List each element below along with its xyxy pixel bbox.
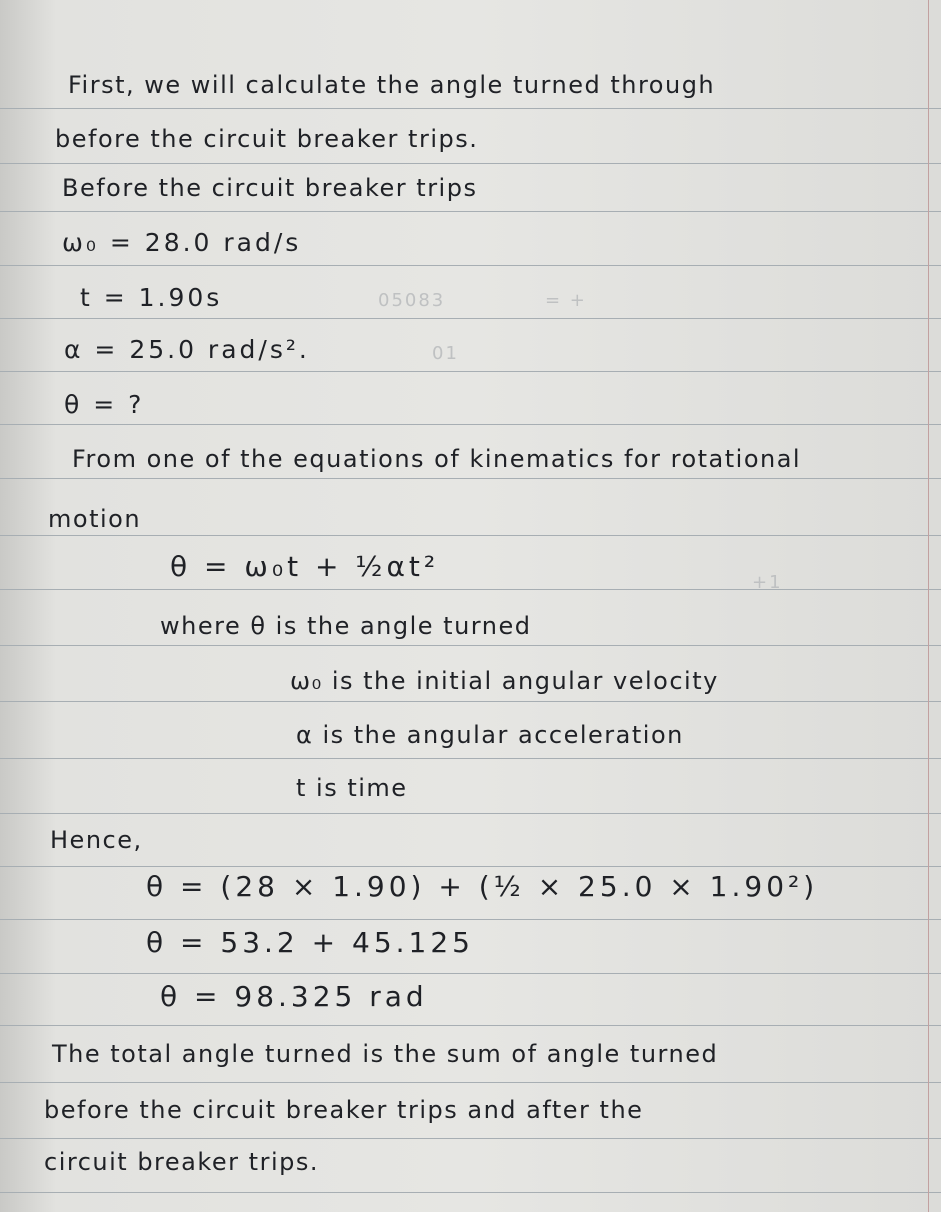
conclusion-line-3: circuit breaker trips.	[44, 1148, 319, 1176]
rule-line	[0, 1192, 941, 1193]
rule-line	[0, 535, 941, 536]
rule-line	[0, 919, 941, 920]
rule-line	[0, 211, 941, 212]
given-heading: Before the circuit breaker trips	[62, 174, 478, 202]
given-alpha: α = 25.0 rad/s².	[64, 335, 310, 364]
rule-line	[0, 589, 941, 590]
method-line-2: motion	[48, 505, 142, 533]
conclusion-line-2: before the circuit breaker trips and after the	[44, 1096, 644, 1124]
rule-line	[0, 1025, 941, 1026]
rule-line	[0, 478, 941, 479]
solution-step-1: θ = (28 × 1.90) + (½ × 25.0 × 1.90²)	[146, 870, 819, 903]
bleed-through-mark: 05083	[378, 290, 446, 311]
legend-theta: where θ is the angle turned	[160, 612, 532, 640]
rule-line	[0, 265, 941, 266]
legend-time: t is time	[296, 774, 408, 802]
intro-line-1: First, we will calculate the angle turned through	[68, 71, 716, 99]
solution-step-3: θ = 98.325 rad	[160, 980, 428, 1013]
rule-line	[0, 108, 941, 109]
rule-line	[0, 424, 941, 425]
rule-line	[0, 318, 941, 319]
bleed-through-mark: 01	[432, 343, 459, 364]
bleed-through-mark: +1	[752, 572, 783, 593]
rule-line	[0, 371, 941, 372]
kinematics-equation: θ = ω₀t + ½αt²	[170, 550, 440, 583]
rule-line	[0, 758, 941, 759]
given-theta-unknown: θ = ?	[64, 390, 145, 419]
solution-heading: Hence,	[50, 826, 143, 854]
given-omega0: ω₀ = 28.0 rad/s	[62, 228, 302, 257]
method-line-1: From one of the equations of kinematics for rotational	[72, 445, 802, 473]
page-edge-line	[928, 0, 929, 1212]
bleed-through-mark: = +	[545, 290, 587, 311]
intro-line-2: before the circuit breaker trips.	[55, 125, 479, 153]
rule-line	[0, 973, 941, 974]
rule-line	[0, 163, 941, 164]
rule-line	[0, 1138, 941, 1139]
rule-line	[0, 1082, 941, 1083]
rule-line	[0, 701, 941, 702]
legend-alpha: α is the angular acceleration	[296, 721, 684, 749]
solution-step-2: θ = 53.2 + 45.125	[146, 926, 474, 959]
conclusion-line-1: The total angle turned is the sum of angle turned	[52, 1040, 719, 1068]
given-time: t = 1.90s	[80, 283, 223, 312]
rule-line	[0, 813, 941, 814]
rule-line	[0, 866, 941, 867]
legend-omega: ω₀ is the initial angular velocity	[290, 667, 719, 695]
rule-line	[0, 645, 941, 646]
